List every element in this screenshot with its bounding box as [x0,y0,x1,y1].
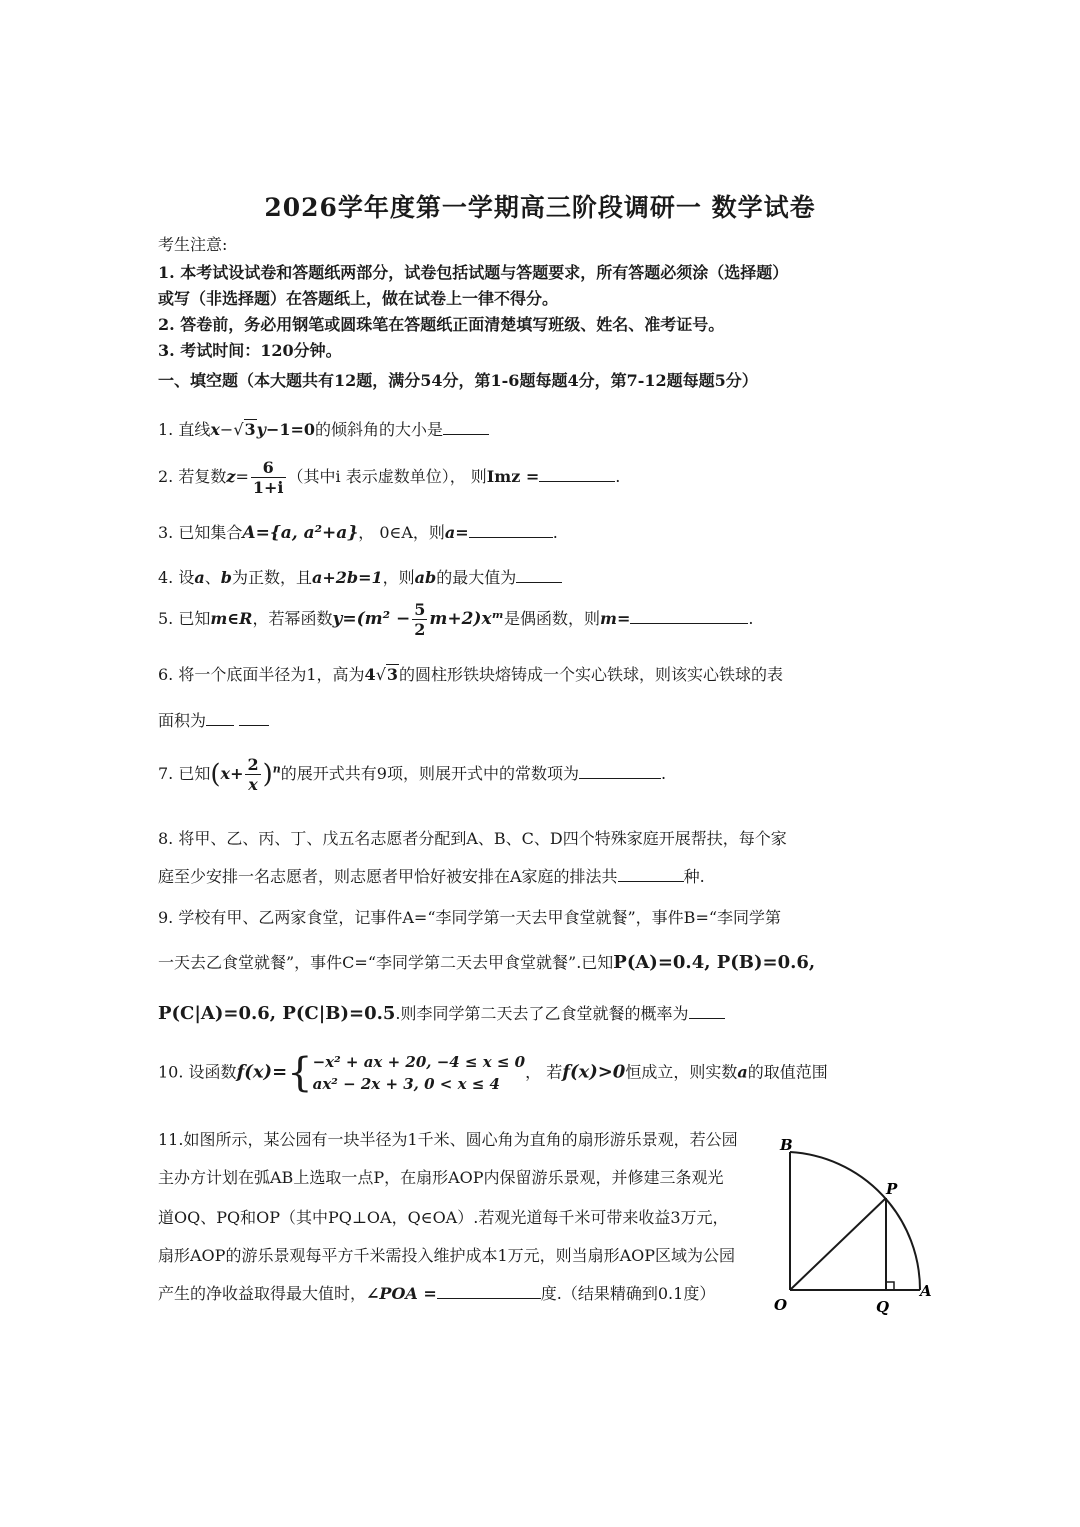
math-expr: f(x)= [236,1061,288,1083]
exponent: n [272,762,281,776]
question-5 [158,600,753,639]
question-number: 3. [158,523,174,542]
fraction-denominator: 2 [414,620,426,639]
period: . [748,609,754,628]
math-expr: m∈R [210,609,253,628]
question-number: 8. [158,829,174,848]
question-number: 10. [158,1062,184,1082]
notice-item-1-cont: 或写（非选择题）在答题纸上，做在试卷上一律不得分。 [158,289,559,308]
sector-figure [770,1130,940,1320]
math-var: a [737,1062,748,1082]
question-text: 面积为 [158,711,207,730]
notice-item-1: 1. 本考试设试卷和答题纸两部分，试卷包括试题与答题要求，所有答题必须涂（选择题） [158,263,789,282]
question-text: 已知集合 [178,523,243,542]
question-number: 7. [158,764,174,783]
period: . [615,467,621,486]
answer-blank [579,764,661,779]
answer-blank [437,1284,541,1299]
question-text: 设 [178,568,195,587]
answer-blank [516,568,562,583]
question-7 [158,755,666,794]
question-11-line-5 [158,1281,715,1304]
question-6: 6. 将一个底面半径为1，高为4√3的圆柱形铁块熔铸成一个实心铁球，则该实心铁球的表 [158,665,784,684]
question-text: ， 若 [525,1062,563,1082]
math-var: x [210,420,220,439]
piecewise-cases [313,1051,526,1095]
exam-title: 2026学年度第一学期高三阶段调研一 数学试卷 [264,193,816,222]
math-expr: m+2)xᵐ [429,609,504,629]
question-11 [158,1127,738,1150]
question-2 [158,458,620,497]
question-6-cont [158,708,269,731]
fraction-numerator: 6 [251,458,286,478]
question-text: 是偶函数，则 [504,609,601,628]
notice-item-3: 3. 考试时间：120分钟。 [158,341,342,360]
label-a: A [920,1282,932,1300]
separator: 、 [204,568,221,587]
question-text: （其中i 表示虚数单位）， 则 [287,467,487,486]
math-var: ab [414,568,437,587]
piecewise-brace: { [287,1050,313,1096]
question-text: 一天去乙食堂就餐”，事件C=“李同学第二天去甲食堂就餐”.已知 [158,953,614,972]
question-11-line-2 [158,1165,724,1188]
notice-heading: 考生注意: [158,235,228,254]
piecewise-case-1: −x² + ax + 20, −4 ≤ x ≤ 0 [312,1053,526,1071]
question-text: 扇形AOP的游乐景观每平方千米需投入维护成本1万元，则当扇形AOP区域为公园 [158,1246,736,1265]
answer-blank [443,420,489,435]
answer-blank [239,711,269,726]
label-p: P [886,1180,898,1198]
question-4 [158,565,562,588]
answer-blank [206,711,234,726]
math-var: b [220,568,232,587]
fraction [251,458,286,497]
question-text: ， 0∈A，则 [358,523,445,542]
math-var: y [256,420,266,439]
question-number: 5. [158,609,174,628]
segment-op [790,1198,886,1290]
math-set: A={a, a²+a} [242,523,359,543]
answer-blank [539,467,615,482]
math-expr: ∠POA = [366,1284,437,1303]
question-text: 为正数，且 [231,568,312,587]
arc-ab [790,1152,920,1290]
question-number: 11. [158,1130,184,1149]
question-text: 的最大值为 [436,568,517,587]
math-expr: x+ [220,764,244,783]
question-9 [158,905,781,928]
question-text: 直线 [178,420,211,439]
question-text: 恒成立，则实数 [625,1062,738,1082]
question-text: ，若幂函数 [252,609,333,628]
question-8 [158,826,787,849]
math-expr: P(C|A)=0.6, P(C|B)=0.5 [158,1003,396,1024]
fraction-denominator: x [248,775,258,794]
question-text: 产生的净收益取得最大值时， [158,1284,367,1303]
math-expr: P(A)=0.4, P(B)=0.6, [613,952,816,973]
question-text: 已知 [178,764,211,783]
math-expr: a+2b=1 [311,568,383,587]
label-o: O [774,1296,788,1314]
question-number: 1. [158,420,174,439]
question-9-line-2 [158,950,815,973]
fraction [412,600,427,639]
question-number: 6. [158,665,174,684]
period: . [660,764,667,783]
question-text: 设函数 [188,1062,237,1082]
math-expr: f(x)>0 [562,1061,626,1083]
answer-blank [469,523,553,538]
math-var: a= [444,523,469,542]
paren-right: ) [262,759,273,790]
math-var: z [226,467,236,486]
answer-blank [630,609,748,624]
question-text: ，则 [382,568,415,587]
question-text: 的展开式共有9项，则展开式中的常数项为 [280,764,579,783]
math-var: a [194,568,205,587]
question-number: 9. [158,908,174,927]
question-3 [158,520,558,543]
question-10 [158,1050,828,1096]
question-11-line-3 [158,1205,729,1228]
sqrt-radicand: 3 [244,420,256,439]
question-9-line-3 [158,1001,725,1024]
math-op: − [219,420,234,439]
question-text: 学校有甲、乙两家食堂，记事件A=“李同学第一天去甲食堂就餐”，事件B=“李同学第 [178,908,782,927]
label-q: Q [876,1298,890,1316]
fraction [245,755,260,794]
label-b: B [780,1136,793,1154]
question-text: 将甲、乙、丙、丁、戊五名志愿者分配到A、B、C、D四个特殊家庭开展帮扶，每个家 [178,829,787,848]
notice-item-2: 2. 答卷前，务必用钢笔或圆珠笔在答题纸正面清楚填写班级、姓名、准考证号。 [158,315,725,334]
right-angle-mark [886,1282,894,1290]
question-number: 2. [158,467,174,486]
question-text: 将一个底面半径为1，高为 [178,665,365,684]
question-text: 庭至少安排一名志愿者，则志愿者甲恰好被安排在A家庭的排法共 [158,867,618,886]
section-heading: 一、填空题（本大题共有12题，满分54分，第1-6题每题4分，第7-12题每题5分） [158,371,758,390]
question-text: 如图所示，某公园有一块半径为1千米、圆心角为直角的扇形游乐景观，若公园 [183,1130,738,1149]
question-1: 1. 直线x−√3y−1=0的倾斜角的大小是 [158,417,489,440]
fraction-numerator: 2 [247,755,259,774]
question-text: 种. [683,867,705,886]
math-op: −1=0 [265,420,316,439]
period: . [552,523,558,542]
question-text: 的圆柱形铁块熔铸成一个实心铁球，则该实心铁球的表 [399,665,784,684]
question-text: 道OQ、PQ和OP（其中PQ⊥OA，Q∈OA）.若观光道每千米可带来收益3万元， [158,1208,729,1227]
math-op: = [235,467,249,486]
question-text: 若复数 [178,467,227,486]
question-11-line-4 [158,1243,735,1266]
answer-blank [689,1004,725,1019]
piecewise-case-2: ax² − 2x + 3, 0 < x ≤ 4 [312,1075,500,1093]
fraction-numerator: 5 [414,600,426,619]
question-text: .则李同学第二天去了乙食堂就餐的概率为 [395,1004,689,1023]
math-expr: Imz = [486,467,540,486]
paren-left: ( [210,759,221,790]
question-text: 度.（结果精确到0.1度） [540,1284,716,1303]
answer-blank [618,867,684,882]
math-expr: y=(m² − [332,609,411,629]
math-coef: 4 [364,665,376,684]
question-number: 4. [158,568,174,587]
question-8-cont [158,864,705,887]
sqrt-radicand: 3 [386,665,399,684]
question-text: 主办方计划在弧AB上选取一点P，在扇形AOP内保留游乐景观，并修建三条观光 [158,1168,724,1187]
question-text: 的取值范围 [747,1062,828,1082]
question-text: 已知 [178,609,211,628]
question-text: 的倾斜角的大小是 [315,420,444,439]
math-var: m= [600,609,631,628]
fraction-denominator: 1+i [252,478,284,497]
